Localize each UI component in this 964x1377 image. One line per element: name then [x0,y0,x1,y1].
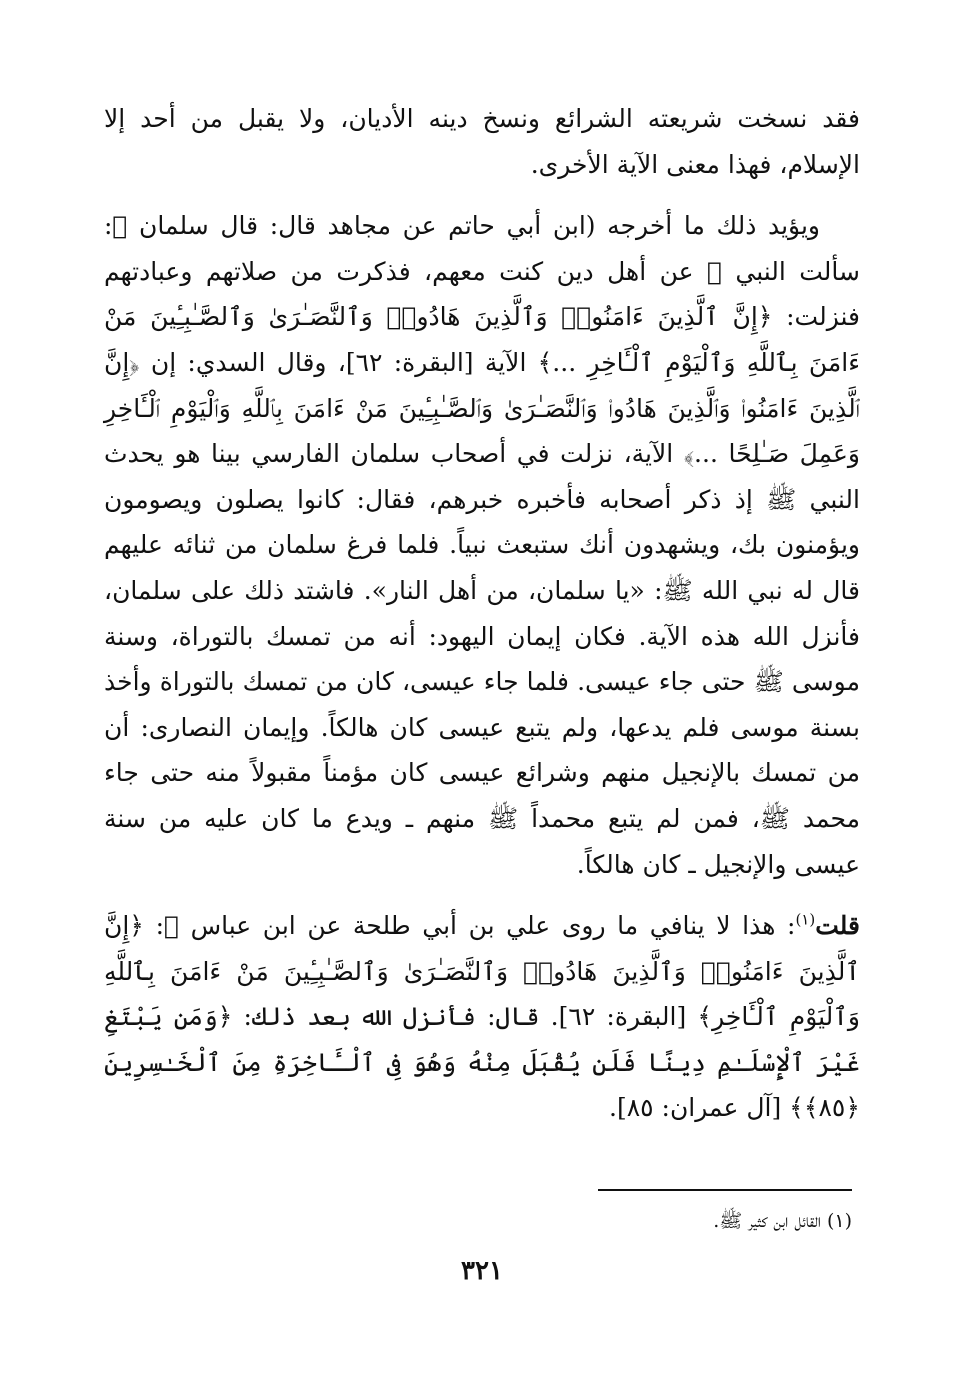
paragraph-3-lead: قلت [815,911,860,941]
paragraph-1: فقد نسخت شريعته الشرائع ونسخ دينه الأديان، ولا يقبل من أحد إلا الإسلام، فهذا معنى الآية الأخرى. [104,104,860,179]
paragraph-3 [104,903,860,1131]
footnote: (١) القائل ابن كثير ﷺ. [713,1210,852,1232]
main-text [104,96,860,1131]
footnote-divider [598,1189,852,1191]
page-number: ٣٢١ [461,1256,503,1286]
paragraph-3-body: : هذا لا ينافي ما روى علي بن أبي طلحة عن ابن عباس ﷺ: ﴿إِنَّ ٱلَّذِينَ ءَامَنُوا۟ وَٱلَّذِينَ هَادُوا۟ وَٱلنَّصَـٰرَىٰ وَٱلصَّـٰبِـِٔينَ مَنْ ءَامَنَ بِٱللَّهِ وَٱلْيَوْمِ ٱلْـَٔاخِرِ﴾ [البقرة: ٦٢]. قال: فأنزل الله بعد ذلك: ﴿وَمَن يَبْتَغِ غَيْرَ ٱلْإِسْلَـٰمِ دِينًا فَلَن يُقْبَلَ مِنْهُ وَهُوَ فِى ٱلْـَٔاخِرَةِ مِنَ ٱلْخَـٰسِرِينَ ﴿٨٥﴾﴾ [آل عمران: ٨٥]. [104,911,860,1123]
footnote-reference[interactable]: (١) [795,910,816,929]
paragraph-2: ويؤيد ذلك ما أخرجه (ابن أبي حاتم عن مجاهد قال: قال سلمان ﷺ: سألت النبي ﷺ عن أهل دين كنت معهم، فذكرت من صلاتهم وعبادتهم فنزلت: ﴿إِنَّ ٱلَّذِينَ ءَامَنُوا۟ وَٱلَّذِينَ هَادُوا۟ وَٱلنَّصَـٰرَىٰ وَٱلصَّـٰبِـِٔينَ مَنْ ءَامَنَ بِٱللَّهِ وَٱلْيَوْمِ ٱلْـَٔاخِرِ ...﴾ الآية [البقرة: ٦٢]، وقال السدي: إن ﴿إِنَّ ٱلَّذِينَ ءَامَنُوا۟ وَٱلَّذِينَ هَادُوا۟ وَٱلنَّصَـٰرَىٰ وَٱلصَّـٰبِـِٔينَ مَنْ ءَامَنَ بِٱللَّهِ وَٱلْيَوْمِ ٱلْـَٔاخِرِ وَعَمِلَ صَـٰلِحًا ...﴾ الآية، نزلت في أصحاب سلمان الفارسي بينا هو يحدث النبي ﷺ إذ ذكر أصحابه فأخبره خبرهم، فقال: كانوا يصلون ويصومون ويؤمنون بك، ويشهدون أنك ستبعث نبياً. فلما فرغ سلمان من ثنائه عليهم قال له نبي الله ﷺ: «يا سلمان، من أهل النار». فاشتد ذلك على سلمان، فأنزل الله هذه الآية. فكان إيمان اليهود: أنه من تمسك بالتوراة، وسنة موسى ﷺ حتى جاء عيسى. فلما جاء عيسى، كان من تمسك بالتوراة وأخذ بسنة موسى فلم يدعها، ولم يتبع عيسى كان هالكاً. وإيمان النصارى: أن من تمسك بالإنجيل منهم وشرائع عيسى كان مؤمناً مقبولاً منه حتى جاء محمد ﷺ، فمن لم يتبع محمداً ﷺ منهم ـ ويدع ما كان عليه من سنة عيسى والإنجيل ـ كان هالكاً. [104,211,861,879]
